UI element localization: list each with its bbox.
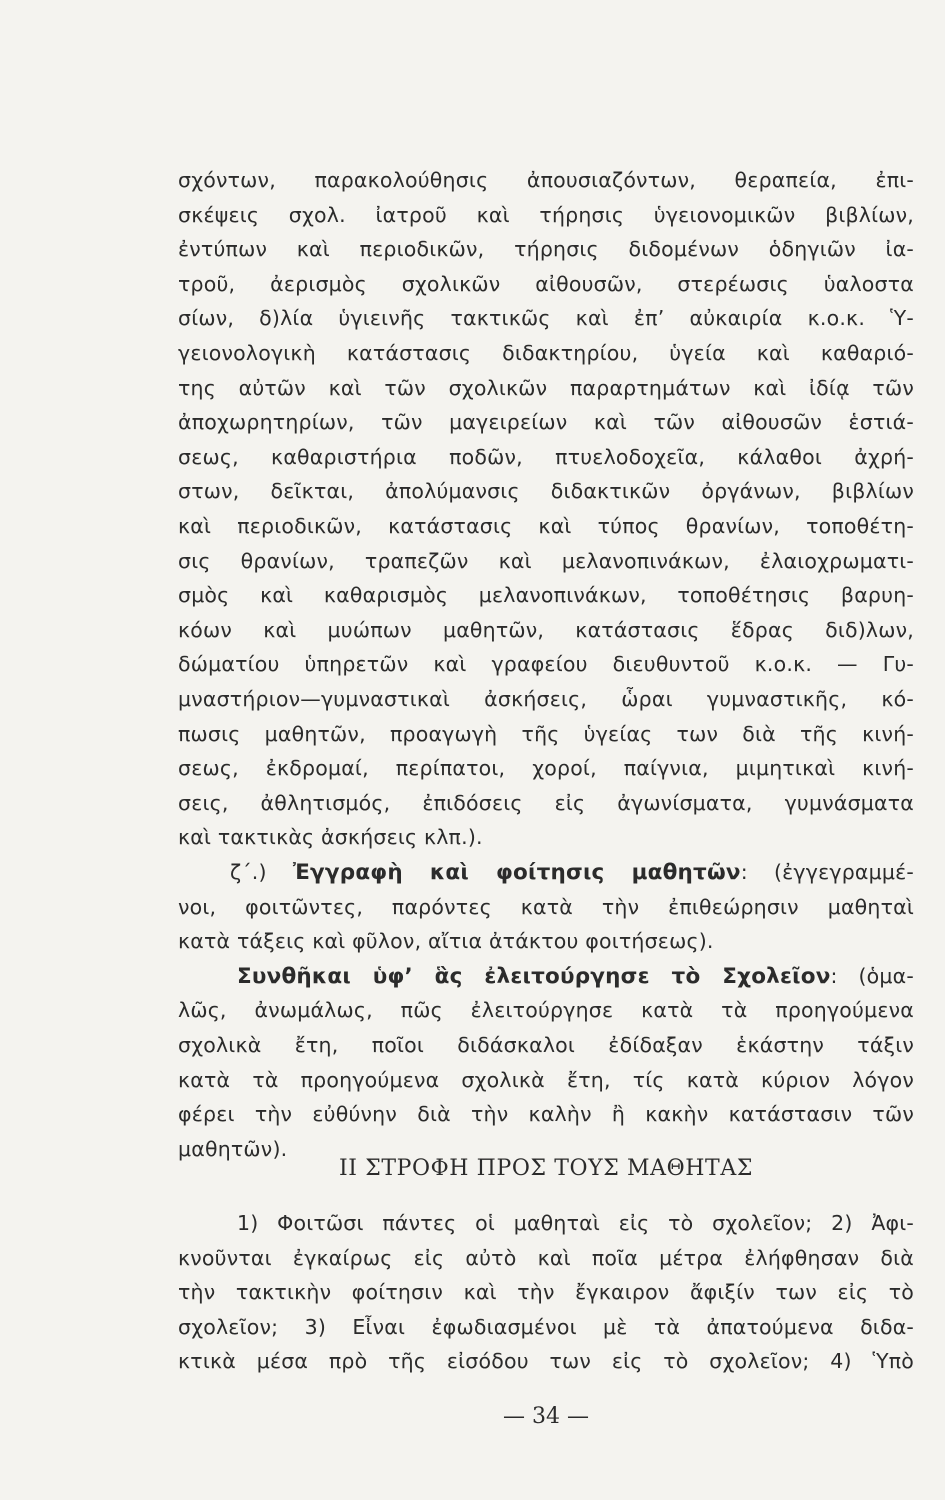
section-text-line (237, 1206, 914, 1240)
line-text: κτικὰ μέσα πρὸ τῆς εἰσόδου των εἰς τὸ σχολεῖον; 4) Ὑπὸ (178, 1349, 914, 1374)
body-text-line (178, 1028, 914, 1062)
line-text: λῶς, ἀνωμάλως, πῶς ἐλειτούργησε κατὰ τὰ προηγούμενα (178, 998, 914, 1023)
line-text: νοι, φοιτῶντες, παρόντες κατὰ τὴν ἐπιθεώρησιν μαθηταὶ (178, 894, 914, 919)
body-text-line (178, 544, 914, 578)
line-text: σεως, καθαριστήρια ποδῶν, πτυελοδοχεῖα, κάλαθοι ἀχρή- (178, 444, 914, 469)
body-text-line (178, 232, 914, 266)
body-text-line (178, 371, 914, 405)
line-prefix: ζ΄.) (230, 860, 293, 884)
body-text-line (178, 717, 914, 751)
body-text-line (178, 786, 914, 820)
section-text-line (178, 1344, 914, 1378)
body-text-line (178, 405, 914, 439)
line-text: 1) Φοιτῶσι πάντες οἱ μαθηταὶ εἰς τὸ σχολεῖον; 2) Ἀφι- (237, 1211, 914, 1235)
body-text-line (178, 1097, 914, 1131)
section-text-line (178, 1241, 914, 1275)
body-text-line (237, 959, 914, 993)
bold-heading-phrase: Ἐγγραφὴ καὶ φοίτησις μαθητῶν (292, 860, 741, 885)
line-text: σχολεῖον; 3) Εἶναι ἐφωδιασμένοι μὲ τὰ ἀπατούμενα διδα- (178, 1314, 914, 1339)
body-text-line (178, 267, 914, 301)
section-text-line (178, 1310, 914, 1344)
body-text-line (178, 613, 914, 647)
line-text: ἀποχωρητηρίων, τῶν μαγειρείων καὶ τῶν αἰθουσῶν ἑστιά- (178, 410, 914, 435)
section-heading: ΙΙ ΣΤΡΟΦΗ ΠΡΟΣ ΤΟΥΣ ΜΑΘΗΤΑΣ (339, 1156, 753, 1181)
line-text: κατὰ τὰ προηγούμενα σχολικὰ ἔτη, τίς κατὰ κύριον λόγον (178, 1067, 914, 1092)
body-text-line (178, 301, 914, 335)
body-text-line (178, 647, 914, 681)
body-text-line (178, 1063, 914, 1097)
line-text: στων, δεῖκται, ἀπολύμανσις διδακτικῶν ὀργάνων, βιβλίων (178, 479, 914, 504)
line-text: : (ἐγγεγραμμέ- (740, 860, 914, 884)
bold-heading-phrase: Συνθῆκαι ὑφ’ ἃς ἐλειτούργησε τὸ Σχολεῖον (237, 963, 831, 989)
body-text-line (178, 820, 914, 854)
line-text: ἐντύπων καὶ περιοδικῶν, τήρησις διδομένων ὁδηγιῶν ἰα- (178, 237, 914, 262)
line-text: κατὰ τάξεις καὶ φῦλον, αἴτια ἀτάκτου φοιτήσεως). (178, 929, 714, 954)
section-text-line (178, 1275, 914, 1309)
line-text: σμὸς καὶ καθαρισμὸς μελανοπινάκων, τοποθέτησις βαρυη- (178, 583, 914, 608)
body-text-line (230, 855, 914, 889)
line-text: φέρει τὴν εὐθύνην διὰ τὴν καλὴν ἢ κακὴν κατάστασιν τῶν (178, 1102, 914, 1127)
line-text: : (ὁμα- (830, 963, 914, 988)
body-text-line (178, 751, 914, 785)
line-text: σεις, ἀθλητισμός, ἐπιδόσεις εἰς ἀγωνίσματα, γυμνάσματα (178, 790, 914, 815)
line-text: πωσις μαθητῶν, προαγωγὴ τῆς ὑγείας των διὰ τῆς κινή- (178, 721, 914, 746)
line-text: σχολικὰ ἔτη, ποῖοι διδάσκαλοι ἐδίδαξαν ἑκάστην τάξιν (178, 1033, 914, 1057)
line-text: σχόντων, παρακολούθησις ἀπουσιαζόντων, θεραπεία, ἐπι- (178, 168, 914, 192)
body-text-line (178, 682, 914, 716)
body-text-line (178, 924, 914, 958)
line-text: δώματίου ὑπηρετῶν καὶ γραφείου διευθυντοῦ κ.ο.κ. — Γυ- (178, 652, 914, 677)
body-text-line (178, 163, 914, 197)
line-text: σίων, δ)λία ὑγιεινῆς τακτικῶς καὶ ἐπ’ αὐκαιρία κ.ο.κ. Ὑ- (178, 306, 914, 331)
line-text: σκέψεις σχολ. ἰατροῦ καὶ τήρησις ὑγειονομικῶν βιβλίων, (178, 202, 914, 227)
body-text-line (178, 336, 914, 370)
line-text: κόων καὶ μυώπων μαθητῶν, κατάστασις ἕδρας διδ)λων, (178, 617, 914, 642)
body-text-line (178, 474, 914, 508)
line-text: σεως, ἐκδρομαί, περίπατοι, χοροί, παίγνια, μιμητικαὶ κινή- (178, 756, 914, 781)
body-text-line (178, 578, 914, 612)
line-text: καὶ περιοδικῶν, κατάστασις καὶ τύπος θρανίων, τοποθέτη- (178, 514, 914, 538)
body-text-line (178, 993, 914, 1027)
line-text: μναστήριον—γυμναστικαὶ ἀσκήσεις, ὧραι γυμναστικῆς, κό- (178, 687, 914, 711)
line-text: καὶ τακτικὰς ἀσκήσεις κλπ.). (178, 825, 483, 850)
line-text: κνοῦνται ἐγκαίρως εἰς αὐτὸ καὶ ποῖα μέτρα ἐλήφθησαν διὰ (178, 1245, 914, 1270)
line-text: της αὐτῶν καὶ τῶν σχολικῶν παραρτημάτων καὶ ἰδίᾳ τῶν (178, 375, 914, 400)
line-text: μαθητῶν). (178, 1136, 288, 1161)
line-text: σις θρανίων, τραπεζῶν καὶ μελανοπινάκων, ἐλαιοχρωματι- (178, 548, 914, 573)
body-text-line (178, 509, 914, 543)
page-number: — 34 — (503, 1404, 589, 1429)
body-text-line (178, 890, 914, 924)
body-text-line (178, 440, 914, 474)
line-text: γειονολογικὴ κατάστασις διδακτηρίου, ὑγεία καὶ καθαριό- (178, 341, 914, 365)
body-text-line (178, 198, 914, 232)
line-text: τροῦ, ἀερισμὸς σχολικῶν αἰθουσῶν, στερέωσις ὑαλοστα (178, 271, 914, 296)
line-text: τὴν τακτικὴν φοίτησιν καὶ τὴν ἔγκαιρον ἄφιξίν των εἰς τὸ (178, 1280, 914, 1305)
